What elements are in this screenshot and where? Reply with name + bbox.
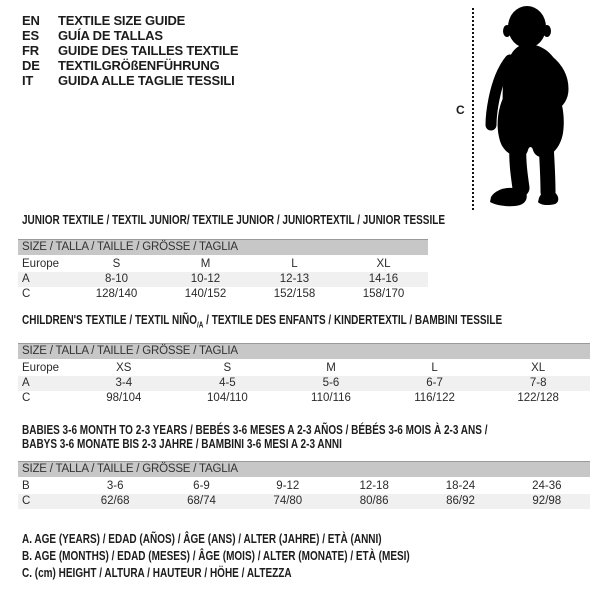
footnote-text: A. AGE (YEARS) / EDAD (AÑOS) / ÂGE (ANS) / ALTER (JAHRE) / ETÀ (ANNI) bbox=[22, 532, 382, 546]
height-cell: 110/116 bbox=[311, 392, 351, 404]
toddler-silhouette-icon bbox=[482, 4, 592, 211]
height-measure-dotted-line bbox=[472, 8, 474, 210]
height-cell: 140/152 bbox=[184, 288, 227, 300]
height-cell: 104/110 bbox=[207, 392, 248, 404]
junior-size-table bbox=[18, 239, 428, 302]
table-row bbox=[18, 391, 590, 406]
language-label: GUIDA ALLE TAGLIE TESSILI bbox=[58, 73, 235, 88]
age-cell: 6-7 bbox=[426, 377, 443, 389]
size-cell: XL bbox=[376, 258, 391, 270]
size-cell: L bbox=[291, 258, 298, 270]
height-cell: 128/140 bbox=[95, 288, 138, 300]
table-row bbox=[18, 272, 428, 287]
age-cell: 10-12 bbox=[190, 273, 221, 285]
size-header-bar bbox=[18, 461, 590, 477]
language-code: DE bbox=[22, 58, 40, 73]
row-label: C bbox=[22, 288, 31, 300]
size-header-text: SIZE / TALLA / TAILLE / GRÖSSE / TAGLIA bbox=[22, 463, 238, 475]
height-cell: 86/92 bbox=[446, 495, 475, 507]
size-header-bar bbox=[18, 343, 590, 359]
size-cell: XS bbox=[116, 362, 132, 374]
footnote-age-years bbox=[22, 531, 507, 548]
height-cell: 158/170 bbox=[362, 288, 405, 300]
size-cell: M bbox=[200, 258, 211, 270]
height-cell: 152/158 bbox=[273, 288, 316, 300]
age-cell: 3-6 bbox=[106, 480, 124, 492]
age-cell: 6-9 bbox=[193, 480, 210, 492]
children-title-sub: /A bbox=[196, 320, 204, 330]
size-header-text: SIZE / TALLA / TAILLE / GRÖSSE / TAGLIA bbox=[22, 345, 238, 357]
height-cell: 68/74 bbox=[187, 495, 216, 507]
junior-section-title-text: JUNIOR TEXTILE / TEXTIL JUNIOR/ TEXTILE JUNIOR / JUNIORTEXTIL / JUNIOR TESSILE bbox=[22, 213, 446, 227]
height-cell: 116/122 bbox=[414, 392, 455, 404]
age-cell: 24-36 bbox=[532, 480, 562, 492]
row-label: C bbox=[22, 392, 31, 404]
table-row bbox=[18, 376, 590, 391]
language-row-es bbox=[22, 28, 238, 43]
children-section-title bbox=[22, 313, 600, 330]
height-cell: 122/128 bbox=[517, 392, 559, 404]
height-cell: 74/80 bbox=[273, 495, 303, 507]
babies-section-title-line1: BABIES 3-6 MONTH TO 2-3 YEARS / BEBÉS 3-6 MESES A 2-3 AÑOS / BÉBÉS 3-6 MOIS À 2-3 ANS / bbox=[22, 423, 488, 437]
babies-section-title bbox=[22, 423, 600, 451]
height-cell: 92/98 bbox=[532, 495, 562, 507]
age-cell: 18-24 bbox=[445, 480, 476, 492]
row-label: A bbox=[22, 377, 30, 389]
size-cell: XL bbox=[531, 362, 546, 374]
language-label: GUÍA DE TALLAS bbox=[58, 28, 163, 43]
children-section-title-text bbox=[22, 313, 502, 330]
babies-size-table bbox=[18, 461, 590, 509]
children-size-table bbox=[18, 343, 590, 406]
footnote-text: C. (cm) HEIGHT / ALTURA / HAUTEUR / HÖHE / ALTEZZA bbox=[22, 566, 292, 580]
junior-section-title bbox=[22, 213, 551, 227]
children-title-post: / TEXTILE DES ENFANTS / KINDERTEXTIL / BAMBINI TESSILE bbox=[203, 313, 503, 327]
language-label: TEXTILGRÖßENFÜHRUNG bbox=[58, 58, 220, 73]
height-cell: 62/68 bbox=[100, 495, 130, 507]
table-row bbox=[18, 479, 590, 494]
age-cell: 12-18 bbox=[359, 480, 389, 492]
language-row-en bbox=[22, 13, 238, 28]
size-cell: S bbox=[112, 258, 121, 270]
language-code: FR bbox=[22, 43, 39, 58]
row-label: B bbox=[22, 480, 30, 492]
age-cell: 12-13 bbox=[279, 273, 310, 285]
footnote-height-cm bbox=[22, 565, 507, 582]
height-measure-label: C bbox=[456, 103, 465, 117]
height-cell: 80/86 bbox=[359, 495, 389, 507]
language-row-it bbox=[22, 73, 238, 88]
size-header-bar bbox=[18, 239, 428, 255]
row-label: A bbox=[22, 273, 30, 285]
row-label: C bbox=[22, 495, 31, 507]
language-code: EN bbox=[22, 13, 40, 28]
children-title-pre: CHILDREN'S TEXTILE / TEXTIL NIÑO bbox=[22, 313, 197, 327]
table-row bbox=[18, 361, 590, 376]
language-row-fr bbox=[22, 43, 238, 58]
age-cell: 3-4 bbox=[115, 377, 133, 389]
size-cell: S bbox=[223, 362, 232, 374]
legend-footnotes bbox=[22, 531, 507, 582]
language-code: IT bbox=[22, 73, 34, 88]
row-label: Europe bbox=[22, 258, 60, 270]
size-cell: L bbox=[431, 362, 438, 374]
language-row-de bbox=[22, 58, 238, 73]
age-cell: 4-5 bbox=[219, 377, 236, 389]
language-label: TEXTILE SIZE GUIDE bbox=[58, 13, 186, 28]
babies-section-title-line2: BABYS 3-6 MONATE BIS 2-3 JAHRE / BAMBINI 3-6 MESI A 2-3 ANNI bbox=[22, 437, 342, 451]
height-cell: 98/104 bbox=[106, 392, 142, 404]
age-cell: 5-6 bbox=[322, 377, 340, 389]
size-cell: M bbox=[326, 362, 336, 374]
age-cell: 7-8 bbox=[529, 377, 547, 389]
age-cell: 8-10 bbox=[104, 273, 129, 285]
table-row bbox=[18, 257, 428, 272]
age-cell: 14-16 bbox=[368, 273, 399, 285]
row-label: Europe bbox=[22, 362, 60, 374]
footnote-age-months bbox=[22, 548, 507, 565]
table-row bbox=[18, 287, 428, 302]
language-label: GUIDE DES TAILLES TEXTILE bbox=[58, 43, 239, 58]
table-row bbox=[18, 494, 590, 509]
age-cell: 9-12 bbox=[276, 480, 300, 492]
language-title-block bbox=[22, 13, 238, 88]
size-header-text: SIZE / TALLA / TAILLE / GRÖSSE / TAGLIA bbox=[22, 241, 238, 253]
language-code: ES bbox=[22, 28, 39, 43]
footnote-text: B. AGE (MONTHS) / EDAD (MESES) / ÂGE (MOIS) / ALTER (MONATE) / ETÀ (MESI) bbox=[22, 549, 410, 563]
